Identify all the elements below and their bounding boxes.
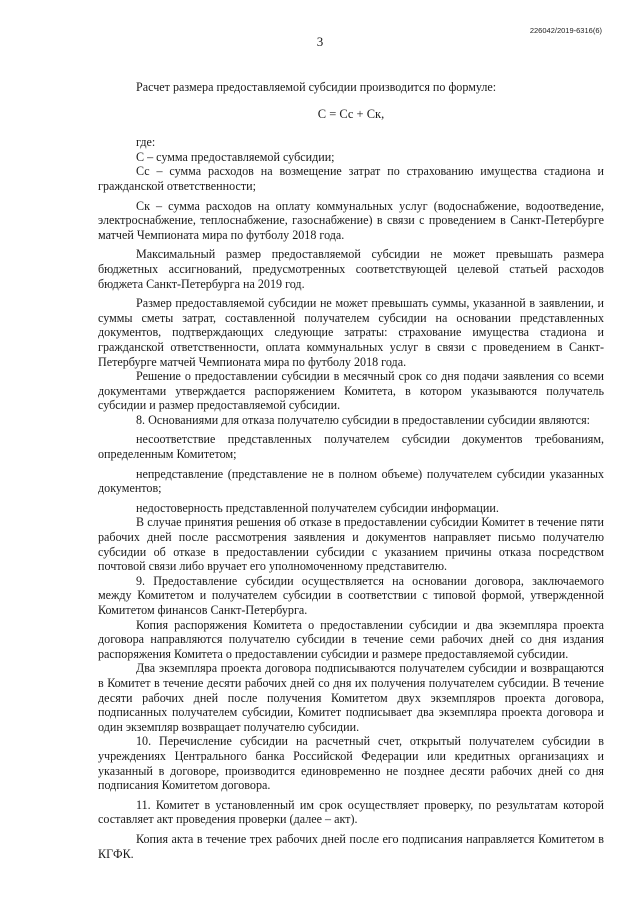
paragraph-def-ck: Ск – сумма расходов на оплату коммунальных услуг (водоснабжение, водоотведение, электроснабжение, теплоснабжение, газоснабжение) в связи с проведением в Санкт-Петербурге матчей Чемпионата мира по футболу 2018 года. [98,198,604,242]
paragraph-size-limit: Размер предоставляемой субсидии не может превышать суммы, указанной в заявлении, и суммы сметы затрат, составленной получателем субсидии на основании представленных документов, подтверждающих следующие затраты: страхование имущества стадиона и гражданской ответственности, оплата коммунальных услуг в связи с проведением в Санкт-Петербурге матчей Чемпионата мира по футболу 2018 года. [98,296,604,369]
paragraph-nonsubmission: непредставление (представление не в полном объеме) получателем субсидии указанных документов; [98,466,604,496]
paragraph-noncompliance: несоответствие представленных получателем субсидии документов требованиям, определенным Комитетом; [98,432,604,462]
paragraph-item-8: 8. Основаниями для отказа получателю субсидии в предоставлении субсидии являются: [136,412,591,427]
paragraph-contract-copies: Два экземпляра проекта договора подписываются получателем субсидии и возвращаются в Комитет в течение десяти рабочих дней со дня их получения получателем субсидии. В течение десяти рабочих дней после получения Комитетом двух экземпляров проекта договора, подписанных получателем субсидии, Комитет подписывает два экземпляра проекта договора и один экземпляр возвращает получателю субсидии. [98,661,604,734]
paragraph-act-copy: Копия акта в течение трех рабочих дней после его подписания направляется Комитетом в КГФК. [98,831,604,861]
paragraph-def-c: С – сумма предоставляемой субсидии; [136,149,335,164]
paragraph-max-size: Максимальный размер предоставляемой субсидии не может превышать размера бюджетных ассигнований, предусмотренных соответствующей целевой статьей расходов бюджета Санкт-Петербурга на 2019 год. [98,247,604,291]
formula: С = Сс + Ск, [317,106,385,121]
document-number: 226042/2019-6316(6) [529,26,602,35]
document-body [98,80,604,861]
paragraph-item-10: 10. Перечисление субсидии на расчетный счет, открытый получателем субсидии в учреждениях Центрального банка Российской Федерации или кредитных организациях и указанный в договоре, производится единовременно не позднее десяти рабочих дней со дня подписания Комитетом договора. [98,734,604,793]
paragraph-formula-intro: Расчет размера предоставляемой субсидии производится по формуле: [136,80,497,94]
paragraph-item-11: 11. Комитет в установленный им срок осуществляет проверку, по результатам которой составляет акт проведения проверки (далее – акт). [98,797,604,827]
paragraph-decision: Решение о предоставлении субсидии в месячный срок со дня подачи заявления со всеми документами утверждается распоряжением Комитета, в котором указываются получатель субсидии и размер предоставляемой субсидии. [98,369,604,413]
paragraph-where: где: [136,135,156,150]
paragraph-unreliability: недостоверность представленной получателем субсидии информации. [136,500,499,515]
page-number: 3 [316,34,324,49]
paragraph-refusal: В случае принятия решения об отказе в предоставлении субсидии Комитет в течение пяти рабочих дней после рассмотрения заявления и документов направляет письмо получателю субсидии об отказе в предоставлении субсидии с указанием причины отказа посредством почтовой связи либо вручает его уполномоченному представителю. [98,515,604,574]
paragraph-def-cs: Сс – сумма расходов на возмещение затрат по страхованию имущества стадиона и гражданской ответственности; [98,164,604,193]
paragraph-copy-order: Копия распоряжения Комитета о предоставлении субсидии и два экземпляра проекта договора направляются получателю субсидии в течение семи рабочих дней со дня издания распоряжения Комитета о предоставлении субсидии и размере предоставляемой субсидии. [98,617,604,661]
paragraph-item-9: 9. Предоставление субсидии осуществляется на основании договора, заключаемого между Комитетом и получателем субсидии в соответствии с типовой формой, утвержденной Комитетом финансов Санкт-Петербурга. [98,573,604,617]
